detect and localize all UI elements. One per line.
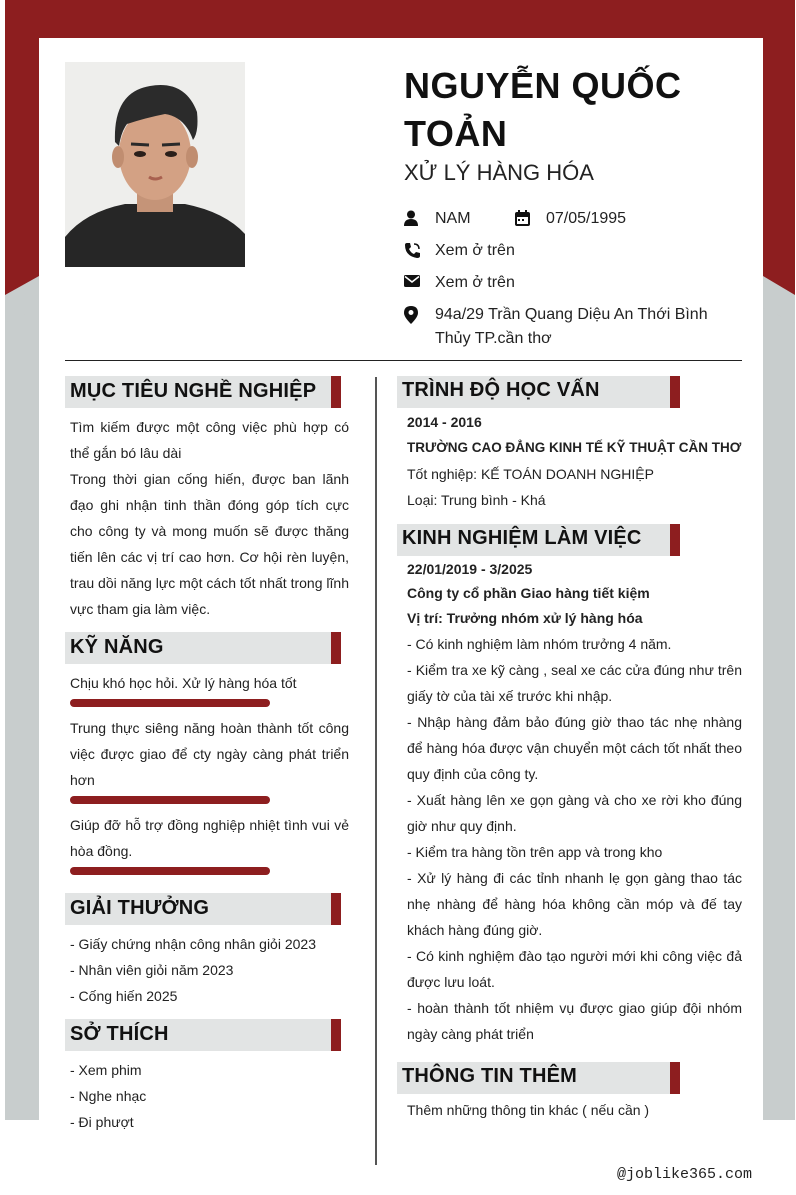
education-school: TRƯỜNG CAO ĐẲNG KINH TẾ KỸ THUẬT CẦN THƠ [407,440,742,455]
envelope-icon [404,274,420,287]
skill-item: Chịu khó học hỏi. Xử lý hàng hóa tốt [70,675,297,691]
experience-company: Công ty cổ phần Giao hàng tiết kiệm [407,585,650,601]
experience-position: Vị trí: Trưởng nhóm xử lý hàng hóa [407,610,643,626]
email-row [404,271,704,295]
objective-title: MỤC TIÊU NGHỀ NGHIỆP [70,380,317,402]
experience-duty: - Kiểm tra hàng tồn trên app và trong kho [407,844,663,860]
education-period: 2014 - 2016 [407,414,482,430]
education-title: TRÌNH ĐỘ HỌC VẤN [402,379,600,401]
experience-duty: - Nhập hàng đảm bảo đúng giờ thao tác nhẹ nhàng để hàng hóa được vận chuyển một cách tốt nhất theo quy định của công ty. [407,714,742,782]
award-item: - Nhân viên giỏi năm 2023 [70,962,234,978]
education-block [407,409,742,513]
experience-duty: - Kiểm tra xe kỹ càng , seal xe các cửa đúng như trên giấy tờ của tài xế trước khi nhập. [407,662,742,704]
birthday-value: 07/05/1995 [546,210,627,227]
awards-title: GIẢI THƯỞNG [70,897,210,919]
objective-line: Tìm kiếm được một công việc phù hợp có thể gắn bó lâu dài [70,419,349,461]
address-value: 94a/29 Trần Quang Diệu An Thới Bình Thủy TP.cần thơ [435,306,708,347]
experience-duty: - Có kinh nghiệm làm nhóm trưởng 4 năm. [407,636,672,652]
extra-text: Thêm những thông tin khác ( nếu cần ) [407,1102,650,1118]
extra-section-header [397,1062,680,1094]
experience-duty: - hoàn thành tốt nhiệm vụ được giao giúp đội nhóm ngày càng phát triển [407,1000,742,1042]
objective-section-header [65,376,341,408]
education-major: Tốt nghiệp: KẾ TOÁN DOANH NGHIỆP [407,466,654,482]
education-grade: Loại: Trung bình - Khá [407,492,546,508]
skills-section-header [65,632,341,664]
hobbies-section-header [65,1019,341,1051]
skill-level-bar [70,867,270,875]
objective-line: Trong thời gian cống hiến, được ban lãnh đạo ghi nhận tinh thần đóng góp tích cực cho công ty và mong muốn sẽ được thăng tiến lên các vị trí cao hơn. Cơ hội rèn luyện, trau dồi năng lực một cách tốt nhất trong lĩnh vực tham gia làm việc. [70,471,349,617]
experience-period: 22/01/2019 - 3/2025 [407,561,533,577]
experience-section-header [397,524,680,556]
extra-title: THÔNG TIN THÊM [402,1065,578,1087]
hobbies-title: SỞ THÍCH [70,1023,169,1045]
experience-block [407,557,742,1047]
objective-text [70,414,349,622]
experience-duty: - Xuất hàng lên xe gọn gàng và cho xe rời kho đúng giờ như quy định. [407,792,742,834]
experience-title: KINH NGHIỆM LÀM VIỆC [402,527,642,549]
skill-level-bar [70,796,270,804]
phone-row [404,239,704,263]
skill-item: Trung thực siêng năng hoàn thành tốt công việc được giao để cty ngày càng phát triển hơn [70,720,349,788]
person-icon [404,210,418,226]
birthday-row [515,207,655,231]
job-title: XỬ LÝ HÀNG HÓA [404,160,594,185]
skill-level-bar [70,699,270,707]
profile-photo [65,62,245,267]
location-pin-icon [404,306,418,324]
email-value: Xem ở trên [435,274,515,291]
hobby-item: - Đi phượt [70,1114,134,1130]
hobby-item: - Nghe nhạc [70,1088,147,1104]
education-section-header [397,376,680,408]
experience-duty: - Xử lý hàng đi các tỉnh nhanh lẹ gọn gàng thao tác nhẹ nhàng để hàng hóa không cần móp và đế tay khách hàng đúng giờ. [407,870,742,938]
award-item: - Cống hiến 2025 [70,988,178,1004]
award-item: - Giấy chứng nhận công nhân giỏi 2023 [70,936,316,952]
gender-row [404,207,514,231]
column-divider [375,377,377,1165]
address-row [404,303,714,353]
skills-title: KỸ NĂNG [70,636,164,658]
phone-icon [404,242,421,259]
gender-value: NAM [435,210,471,227]
awards-section-header [65,893,341,925]
calendar-icon [515,210,530,226]
hobby-item: - Xem phim [70,1062,142,1078]
watermark: @joblike365.com [617,1166,753,1183]
experience-duty: - Có kinh nghiệm đào tạo người mới khi công việc đả được lưu loát. [407,948,742,990]
phone-value: Xem ở trên [435,242,515,259]
skill-item: Giúp đỡ hỗ trợ đồng nghiệp nhiệt tình vui vẻ hòa đồng. [70,817,349,859]
hobbies-list [70,1057,349,1135]
awards-list [70,931,349,1009]
header-divider [65,360,742,361]
candidate-name: NGUYỄN QUỐC TOẢN [404,65,682,154]
